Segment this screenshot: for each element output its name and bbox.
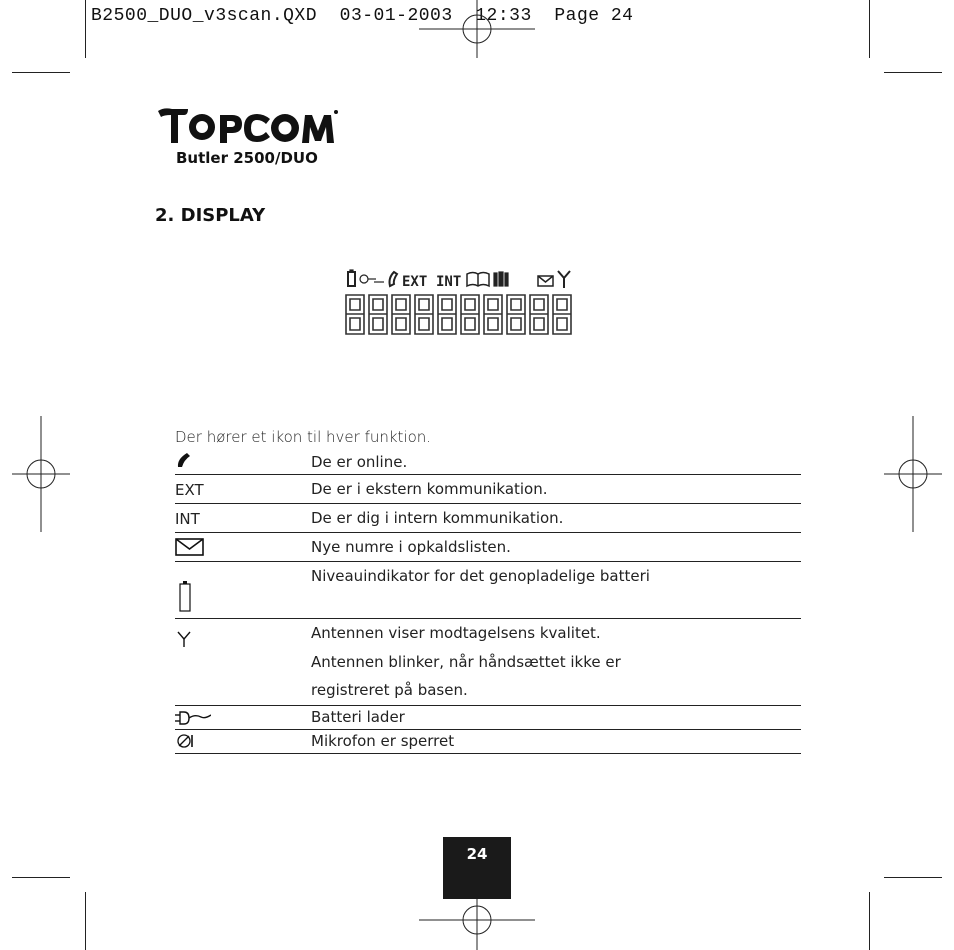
legend-row-battery	[175, 562, 801, 619]
legend-desc: De er dig i intern kommunikation.	[311, 509, 564, 527]
lcd-digit	[392, 295, 410, 334]
section-heading: 2. DISPLAY	[155, 205, 266, 226]
lcd-digit	[553, 295, 571, 334]
battery-icon	[348, 270, 355, 286]
legend-desc: Nye numre i opkaldslisten.	[311, 538, 511, 556]
envelope-icon	[538, 276, 553, 286]
legend-desc: Antennen blinker, når håndsættet ikke er	[311, 653, 621, 671]
page-number: 24	[443, 837, 511, 899]
legend-desc: Antennen viser modtagelsens kvalitet.	[311, 624, 601, 642]
envelope-icon	[175, 538, 205, 560]
ext-label: EXT	[175, 481, 204, 499]
antenna-icon	[558, 271, 570, 288]
legend-row-antenna	[175, 619, 801, 706]
lcd-digit	[461, 295, 479, 334]
lcd-digit	[438, 295, 456, 334]
intro-text: Der hører et ikon til hver funktion.	[175, 428, 432, 446]
legend-row-mic-muted	[175, 730, 801, 754]
legend-desc: Batteri lader	[311, 708, 405, 726]
product-model: Butler 2500/DUO	[176, 149, 318, 167]
phone-icon	[175, 451, 193, 473]
int-label: INT	[175, 510, 200, 528]
mic-mute-icon	[494, 272, 508, 286]
charge-icon	[175, 711, 211, 729]
lcd-digit	[346, 295, 364, 334]
legend-desc: registreret på basen.	[311, 681, 468, 699]
legend-desc: Niveauindikator for det genopladelige batteri	[311, 567, 650, 585]
print-slug: B2500_DUO_v3scan.QXD 03-01-2003 12:33 Page 24	[91, 6, 634, 26]
mic-mute-icon	[177, 733, 195, 753]
legend-desc: Mikrofon er sperret	[311, 732, 455, 750]
lcd-digit	[415, 295, 433, 334]
legend-desc: De er online.	[311, 453, 408, 471]
lcd-digit	[507, 295, 525, 334]
antenna-icon	[177, 630, 191, 652]
legend-row-int	[175, 504, 801, 533]
legend-row-messages	[175, 533, 801, 562]
topcom-logo	[158, 107, 338, 147]
battery-icon	[179, 580, 191, 616]
lcd-digit	[484, 295, 502, 334]
legend-desc: De er i ekstern kommunikation.	[311, 480, 548, 498]
ext-icon: EXT	[402, 274, 428, 290]
charge-icon	[360, 275, 384, 283]
legend-row-online	[175, 448, 801, 475]
phonebook-icon	[467, 273, 489, 287]
legend-row-charging	[175, 706, 801, 730]
int-icon: INT	[436, 274, 462, 290]
lcd-digit	[369, 295, 387, 334]
lcd-display	[342, 268, 578, 340]
legend-row-ext	[175, 475, 801, 504]
phone-icon	[390, 272, 398, 286]
lcd-digit	[530, 295, 548, 334]
